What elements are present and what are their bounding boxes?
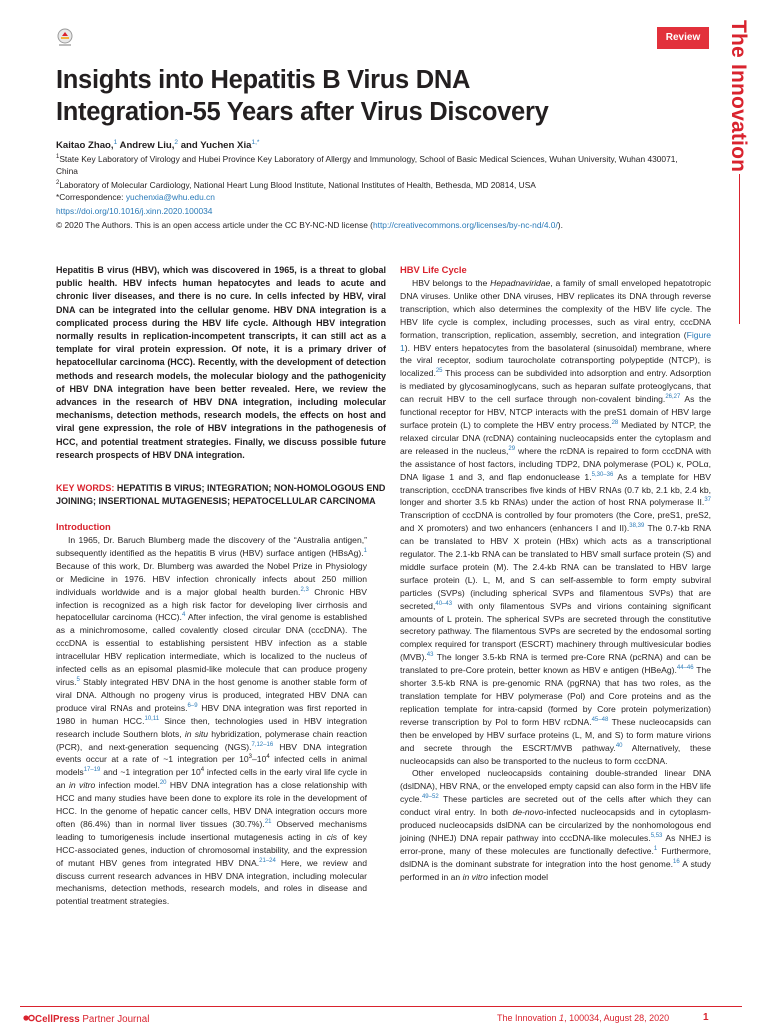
citation-link[interactable]: 21 (264, 819, 272, 826)
author-list (56, 136, 259, 152)
citation-link[interactable]: 10,11 (144, 715, 160, 722)
citation-link[interactable]: 49–52 (421, 794, 439, 801)
journal-citation: The Innovation 1, 100034, August 28, 2020 (497, 1013, 670, 1023)
footer-divider (20, 1006, 742, 1007)
license-statement: © 2020 The Authors. This is an open access article under the CC BY-NC-ND license (http://creativecommons.org/licenses/by-nc-nd/4.0/). (56, 220, 563, 230)
title-line-2: Integration-55 Years after Virus Discovery (56, 98, 549, 126)
citation-link[interactable]: 7,12–16 (251, 741, 274, 748)
citation-link[interactable]: 20 (159, 780, 167, 787)
citation-link[interactable]: 43 (426, 652, 434, 659)
keywords-text: HEPATITIS B VIRUS; INTEGRATION; NON-HOMOLOGOUS END JOINING; INSERTIONAL MUTAGENESIS; HEPATOCELLULAR CARCINOMA (56, 483, 386, 506)
citation-link[interactable]: 44–46 (676, 665, 694, 672)
section-heading-introduction: Introduction (56, 521, 111, 532)
license-link[interactable]: http://creativecommons.org/licenses/by-nc-nd/4.0/ (372, 220, 558, 230)
update-check-icon[interactable] (56, 28, 74, 48)
citation-link[interactable]: 1 (363, 548, 367, 555)
figure-link[interactable]: Figure 1 (400, 329, 711, 353)
citation-link[interactable]: 6–9 (187, 702, 198, 709)
citation-link[interactable]: 26,27 (665, 394, 681, 401)
citation-link[interactable]: 29 (508, 445, 516, 452)
citation-link[interactable]: 4 (181, 612, 186, 619)
citation-link[interactable]: 28 (611, 420, 619, 427)
doi-link[interactable]: https://doi.org/10.1016/j.xinn.2020.100034 (56, 206, 213, 216)
citation-link[interactable]: 40 (615, 742, 623, 749)
affiliation-2: $^2$Laboratory of Molecular Cardiology, National Heart Lung Blood Institute, National Institutes of Health, Bethesda, MD 20814, USA (56, 179, 536, 190)
article-title (56, 64, 696, 128)
correspondence-email-link[interactable]: yuchenxia@whu.edu.cn (125, 192, 215, 202)
cellpress-icon (23, 1014, 35, 1025)
author-name: Kaitao Zhao, (56, 140, 114, 152)
author-affil-ref: 2 (174, 139, 179, 146)
citation-link[interactable]: 5,30–36 (591, 471, 614, 478)
section-heading-hbv-life-cycle: HBV Life Cycle (400, 264, 467, 275)
author-affil-ref: 1,* (251, 139, 260, 146)
citation-link[interactable]: 1 (653, 846, 658, 853)
author-affil-ref: 1 (113, 139, 118, 146)
citation-link[interactable]: 38,39 (629, 523, 645, 530)
paragraph: HBV belongs to the Hepadnaviridae, a family of small enveloped hepatotropic DNA viruses. Unlike other DNA viruses, HBV replicates its DNA through reverse transcription, which also determines the complexity of the HBV life cycle. The HBV life cycle is complex, including processes, such as viral entry, cccDNA formation, transcription, replication, assembly, secretion, and integration (Figure 1). HBV enters hepatocytes from the basolateral (sinusoidal) membrane, where the viral receptor, sodium taurocholate cotransporting polypeptide (NTCP), is localized.$^{25}$ This process can be subdivided into adsorption and entry. Adsorption is mediated by glycosaminoglycans, such as heparan sulfate proteoglycans, that can recruit HBV to the cell surface through non-covalent binding.$^{26,27}$ As the functional receptor for HBV, NTCP interacts with the preS1 domain of HBV large surface protein (L) to complete the HBV entry process.$^{28}$ Mediated by NTCP, the relaxed circular DNA (rcDNA) containing nucleocapsids enter the cytoplasm and are released in the nucleus,$^{29}$ where the rcDNA is repaired to form cccDNA with the assistance of host factors, including TDP2, DNA polymerase (POL) κ, POLα, DNA ligase 1 and 3, and flap endonuclease 1.$^{5,30-36}$ As a template for HBV transcription, cccDNA transcribes five kinds of HBV RNAs (0.7 kb, 2.1 kb, 2.4 kb, longer and shorter 3.5 kb RNAs) under the action of host RNA polymerase II.$^{37}$ Transcription of cccDNA is controlled by four promoters (the Core, preS1, preS2, and X promoters) and two enhancers (enhancers I and II).$^{38,39}$ The 0.7-kb RNA can be translated to HBV X protein (HBx) which acts as a transcriptional regulator. The 2.1-kb RNA can be translated to HBV small surface protein (S) and middle surface protein (M). The 2.4-kb RNA can be translated to HBV large surface protein (L). L, M, and S can self-assemble to form empty subviral particles (SVPs) (including spherical SVPs and filamentous SVPs) that are secreted,$^{40-43}$ with only filamentous SVPs and virions containing significant amounts of L protein. The spherical SVPs are secreted through the constitutive secretory pathway. The filamentous SVPs are secreted by the endosomal sorting complex required for transport (ESCRT) machinery through multivesicular bodies (MVB).$^{43}$ The longer 3.5-kb RNA is termed pre-Core RNA (pcRNA) and can be translated to pre-Core protein, better known as HBV e antigen (HBeAg).$^{44-46}$ The shorter 3.5-kb RNA is pre-genomic RNA (pgRNA) that has two roles, as the translation template for HBV polymerase (Pol) and Core proteins and as the replication template for intra-capsid (formed by Core protein polymerization) reverse transcription by Pol to form HBV rcDNA.$^{45-48}$ These nucleocapsids can then be enveloped by HBV surface proteins (L, M, and S) to form mature virions and secrete through the ESCRT/MVB pathway.$^{40}$ Alternatively, these nucleocapsids can also be transported to the nucleus to form cccDNA. (400, 278, 712, 766)
keywords-label: KEY WORDS: (56, 483, 115, 493)
correspondence: *Correspondence: yuchenxia@whu.edu.cn (56, 192, 215, 202)
affiliation-1: $^1$State Key Laboratory of Virology and Hubei Province Key Laboratory of Allergy and Immunology, School of Basic Medical Sciences, Wuhan University, Wuhan 430071, China (56, 153, 678, 177)
citation-link[interactable]: 16 (673, 858, 680, 865)
author-name: Andrew Liu, (117, 140, 175, 152)
article-type-badge: Review (657, 27, 709, 49)
citation-link[interactable]: 40–43 (435, 600, 453, 607)
citation-link[interactable]: 2,3 (300, 586, 309, 593)
introduction-body (56, 534, 367, 908)
author-name: and Yuchen Xia (178, 140, 252, 152)
page-number: 1 (703, 1012, 709, 1023)
citation-link[interactable]: 5 (76, 677, 80, 684)
publisher-logo[interactable]: CellPress Partner Journal (23, 1013, 149, 1025)
side-divider (739, 174, 740, 324)
paragraph: In 1965, Dr. Baruch Blumberg made the discovery of the “Australia antigen,” subsequently identified as the hepatitis B virus (HBV) surface antigen (HBsAg).$^1$ Because of this work, Dr. Blumberg was awarded the Nobel Prize in Physiology or Medicine in 1976. HBV infection chronically infects about 250 million individuals worldwide and is a major global health burden.$^{2,3}$ Chronic HBV infection is recognized as a high risk factor for developing liver cirrhosis and hepatocellular carcinoma (HCC).$^4$ After infection, the viral genome is established as a minichromosome, called covalently closed circular DNA (cccDNA). The cccDNA is essential to establishing persistent HBV infection as a stable intracellular HBV replication intermediate, which is localized to the nucleus of infected cells as an episomal plasmid-like molecule that can produce progeny virus.$^5$ Stably integrated HBV DNA in the host genome is another stable form of viral DNA. Although no progeny virus is produced, integrated HBV DNA can produce viral RNAs and proteins.$^{6-9}$ HBV DNA integration was first reported in 1980 in human HCC.$^{10,11}$ Since then, technologies used in HBV integration research include Southern blots, in situ hybridization, polymerase chain reaction (PCR), and next-generation sequencing (NGS).$^{7,12-16}$ HBV DNA integration events occur at a rate of ~1 integration per $10^3-10^4$ infected cells in animal models$^{17-19}$ and ~1 integration per $10^4$ infected cells in the early viral life cycle in an in vitro infection model.$^{20}$ HBV DNA integration has a close relationship with HCC and many studies have been done to explore its role in the development of HCC. In the genome of hepatic cancer cells, HBV DNA integration occurs more often (86.4%) than in normal liver tissues (30.7%).$^{21}$ Observed mechanisms leading to tumorigenesis include insertional mutagenesis acting in cis of key HCC-associated genes, induction of chromosomal instability, and the expression of mutant HBV genes from integrated HBV DNA.$^{21-24}$ Here, we review and discuss current research advances in HBV DNA integration, including molecular mechanisms, detection methods, research models, and roles in disease and potential treatment strategies. (56, 535, 368, 907)
abstract: Hepatitis B virus (HBV), which was discovered in 1965, is a threat to global public health. HBV infects human hepatocytes and leads to acute and chronic liver diseases, and there is no cure. In cells infected by HBV, viral DNA can be integrated into the cellular genome. HBV DNA integration is a complicated process during the HBV life cycle. Although HBV integration normally results in replication-incompetent transcripts, it can still act as a template for viral protein expression. Of note, it is a primary driver of hepatocellular carcinoma (HCC). Recently, with the development of detection methods and research models, the molecular biology and the pathogenicity of HBV DNA integration have been better revealed. Here, we review the advances in the research of HBV DNA integration, including molecular mechanisms, detection methods, research models, the effects on host and viral gene expression, the role of HBV integrations in the pathogenesis of HCC, and potential treatment strategies. Finally, we discuss possible future research prospects of HBV DNA integration. (56, 265, 386, 460)
paragraph: Other enveloped nucleocapsids containing double-stranded linear DNA (dslDNA), HBV RNA, or the enveloped empty capsid can also form in the HBV life cycle.$^{49-52}$ These particles are secreted out of the cells after which they can conduct viral entry. In both de-novo-infected nucleocapsids and in cytoplasm-produced nucleocapsids dslDNA can be circularized by the nonhomologous end joining (NHEJ) DNA repair pathway into cccDNA-like molecules.$^{5,53}$ As NHEJ is error-prone, many of these molecules are functionally defective.$^1$ Furthermore, dslDNA is the dominant substrate for integration into the host genome.$^{16}$ A study performed in an in vitro infection model (400, 768, 712, 882)
journal-side-title: The Innovation (727, 20, 750, 173)
citation-link[interactable]: 5,53 (650, 833, 663, 840)
citation-link[interactable]: 21–24 (259, 857, 276, 864)
citation-link[interactable]: 17–19 (83, 767, 101, 774)
citation-link[interactable]: 25 (435, 368, 443, 375)
hbv-life-cycle-body (400, 277, 711, 884)
citation-link[interactable]: 45–48 (591, 716, 609, 723)
title-line-1: Insights into Hepatitis B Virus DNA (56, 66, 471, 94)
keywords (56, 482, 386, 508)
citation-link[interactable]: 37 (704, 497, 711, 504)
